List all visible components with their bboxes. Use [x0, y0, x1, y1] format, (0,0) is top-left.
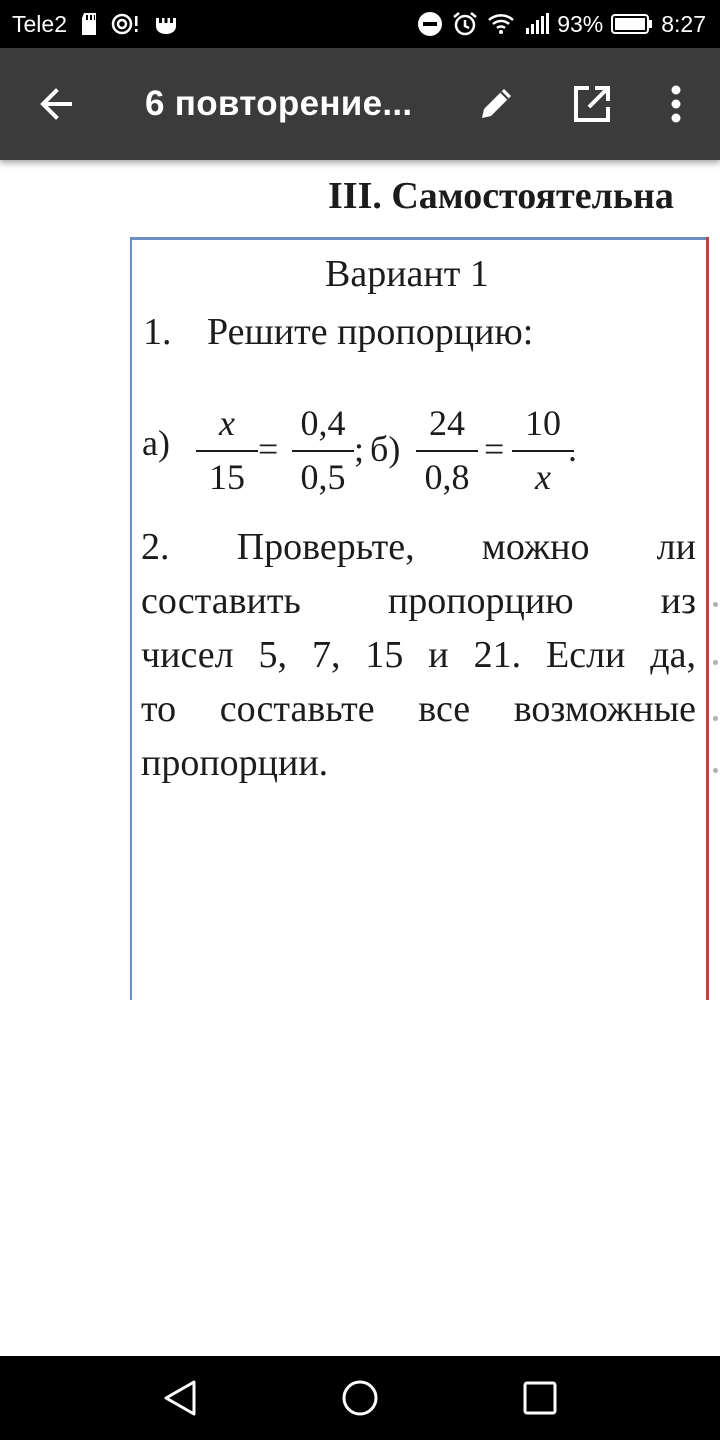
more-options-button[interactable] [650, 78, 702, 130]
word: то [141, 688, 177, 730]
word: составить [141, 580, 301, 622]
carrier-label: Tele2 [12, 10, 67, 37]
word: 5, [258, 634, 288, 676]
fraction-denominator: 0,5 [300, 457, 346, 497]
part-b-label: б) [370, 429, 401, 469]
section-heading: III. Самостоятельна [328, 175, 674, 217]
status-left [12, 0, 179, 48]
word: Проверьте, [236, 526, 415, 568]
fraction-numerator: 10 [525, 403, 561, 443]
word: ли [656, 526, 696, 568]
word: и [428, 634, 449, 676]
edit-pencil-icon [476, 84, 516, 124]
cropped-text-fragment [713, 602, 718, 607]
cropped-text-fragment [713, 768, 718, 773]
task1-number: 1. [143, 311, 172, 353]
word: из [660, 580, 696, 622]
back-arrow-icon [36, 84, 76, 124]
app-toolbar [0, 48, 720, 160]
task1-text: Решите пропорцию: [207, 311, 534, 353]
nav-recents-icon [520, 1378, 560, 1418]
open-in-button[interactable] [566, 78, 618, 130]
back-button[interactable] [30, 78, 82, 130]
word: Если [545, 634, 626, 676]
word: чисел [141, 634, 234, 676]
battery-icon [611, 13, 653, 35]
status-bar [0, 0, 720, 48]
task2-line [141, 682, 696, 736]
nav-back-button[interactable] [158, 1376, 202, 1420]
fraction-numerator: 24 [429, 403, 465, 443]
nav-recents-button[interactable] [518, 1376, 562, 1420]
wifi-icon [487, 12, 517, 36]
task2-line [141, 574, 696, 628]
word: составьте [219, 688, 375, 730]
edit-button[interactable] [470, 78, 522, 130]
task2-text [141, 520, 696, 790]
signal-icon [525, 12, 549, 36]
nav-home-button[interactable] [338, 1376, 382, 1420]
equals-sign: = [484, 429, 505, 469]
cropped-text-fragment [713, 660, 718, 665]
fraction-denominator: 15 [209, 457, 245, 497]
task2-line: пропорции. [141, 742, 329, 784]
fraction-bar [196, 450, 258, 452]
task-box-left-border [130, 237, 132, 1000]
word: можно [481, 526, 590, 568]
sd-card-icon [79, 12, 99, 36]
cropped-text-fragment [713, 716, 718, 721]
word: 21. [473, 634, 522, 676]
word: 15 [365, 634, 404, 676]
alarm-icon [451, 10, 479, 38]
fraction-a-left [192, 400, 262, 500]
battery-percent: 93% [557, 10, 604, 37]
hotspot-icon [111, 12, 141, 36]
separator: ; [354, 429, 365, 469]
task1-heading [143, 310, 533, 354]
fraction-bar [512, 450, 574, 452]
open-external-icon [572, 84, 612, 124]
part-a-label: а) [142, 423, 170, 463]
fraction-bar [292, 450, 354, 452]
clock-time: 8:27 [661, 10, 706, 37]
word: да, [650, 634, 696, 676]
nav-back-icon [160, 1378, 200, 1418]
period: . [568, 429, 577, 469]
task-box-right-border [706, 237, 709, 1000]
word: 7, [311, 634, 341, 676]
document-title: 6 повторение... [145, 84, 413, 123]
fraction-denominator: 0,8 [424, 457, 470, 497]
word: все [418, 688, 471, 730]
fraction-b-left [412, 400, 482, 500]
fraction-numerator: 0,4 [300, 403, 346, 443]
document-viewer[interactable] [0, 160, 720, 1356]
fraction-a-right [288, 400, 358, 500]
task2-line [141, 628, 696, 682]
task-box-top-border [130, 237, 708, 240]
word: 2. [141, 526, 170, 568]
fraction-denominator: x [535, 457, 551, 497]
nav-home-icon [340, 1378, 380, 1418]
task2-line [141, 520, 696, 574]
more-vert-icon [670, 84, 682, 124]
fraction-bar [416, 450, 478, 452]
crown-app-icon [153, 12, 179, 36]
variant-title: Вариант 1 [325, 253, 489, 295]
word: возможные [513, 688, 696, 730]
equals-sign: = [258, 429, 279, 469]
system-nav-bar [0, 1356, 720, 1440]
fraction-numerator: x [219, 403, 235, 443]
word: пропорцию [387, 580, 574, 622]
status-right [417, 0, 706, 48]
do-not-disturb-icon [417, 11, 443, 37]
